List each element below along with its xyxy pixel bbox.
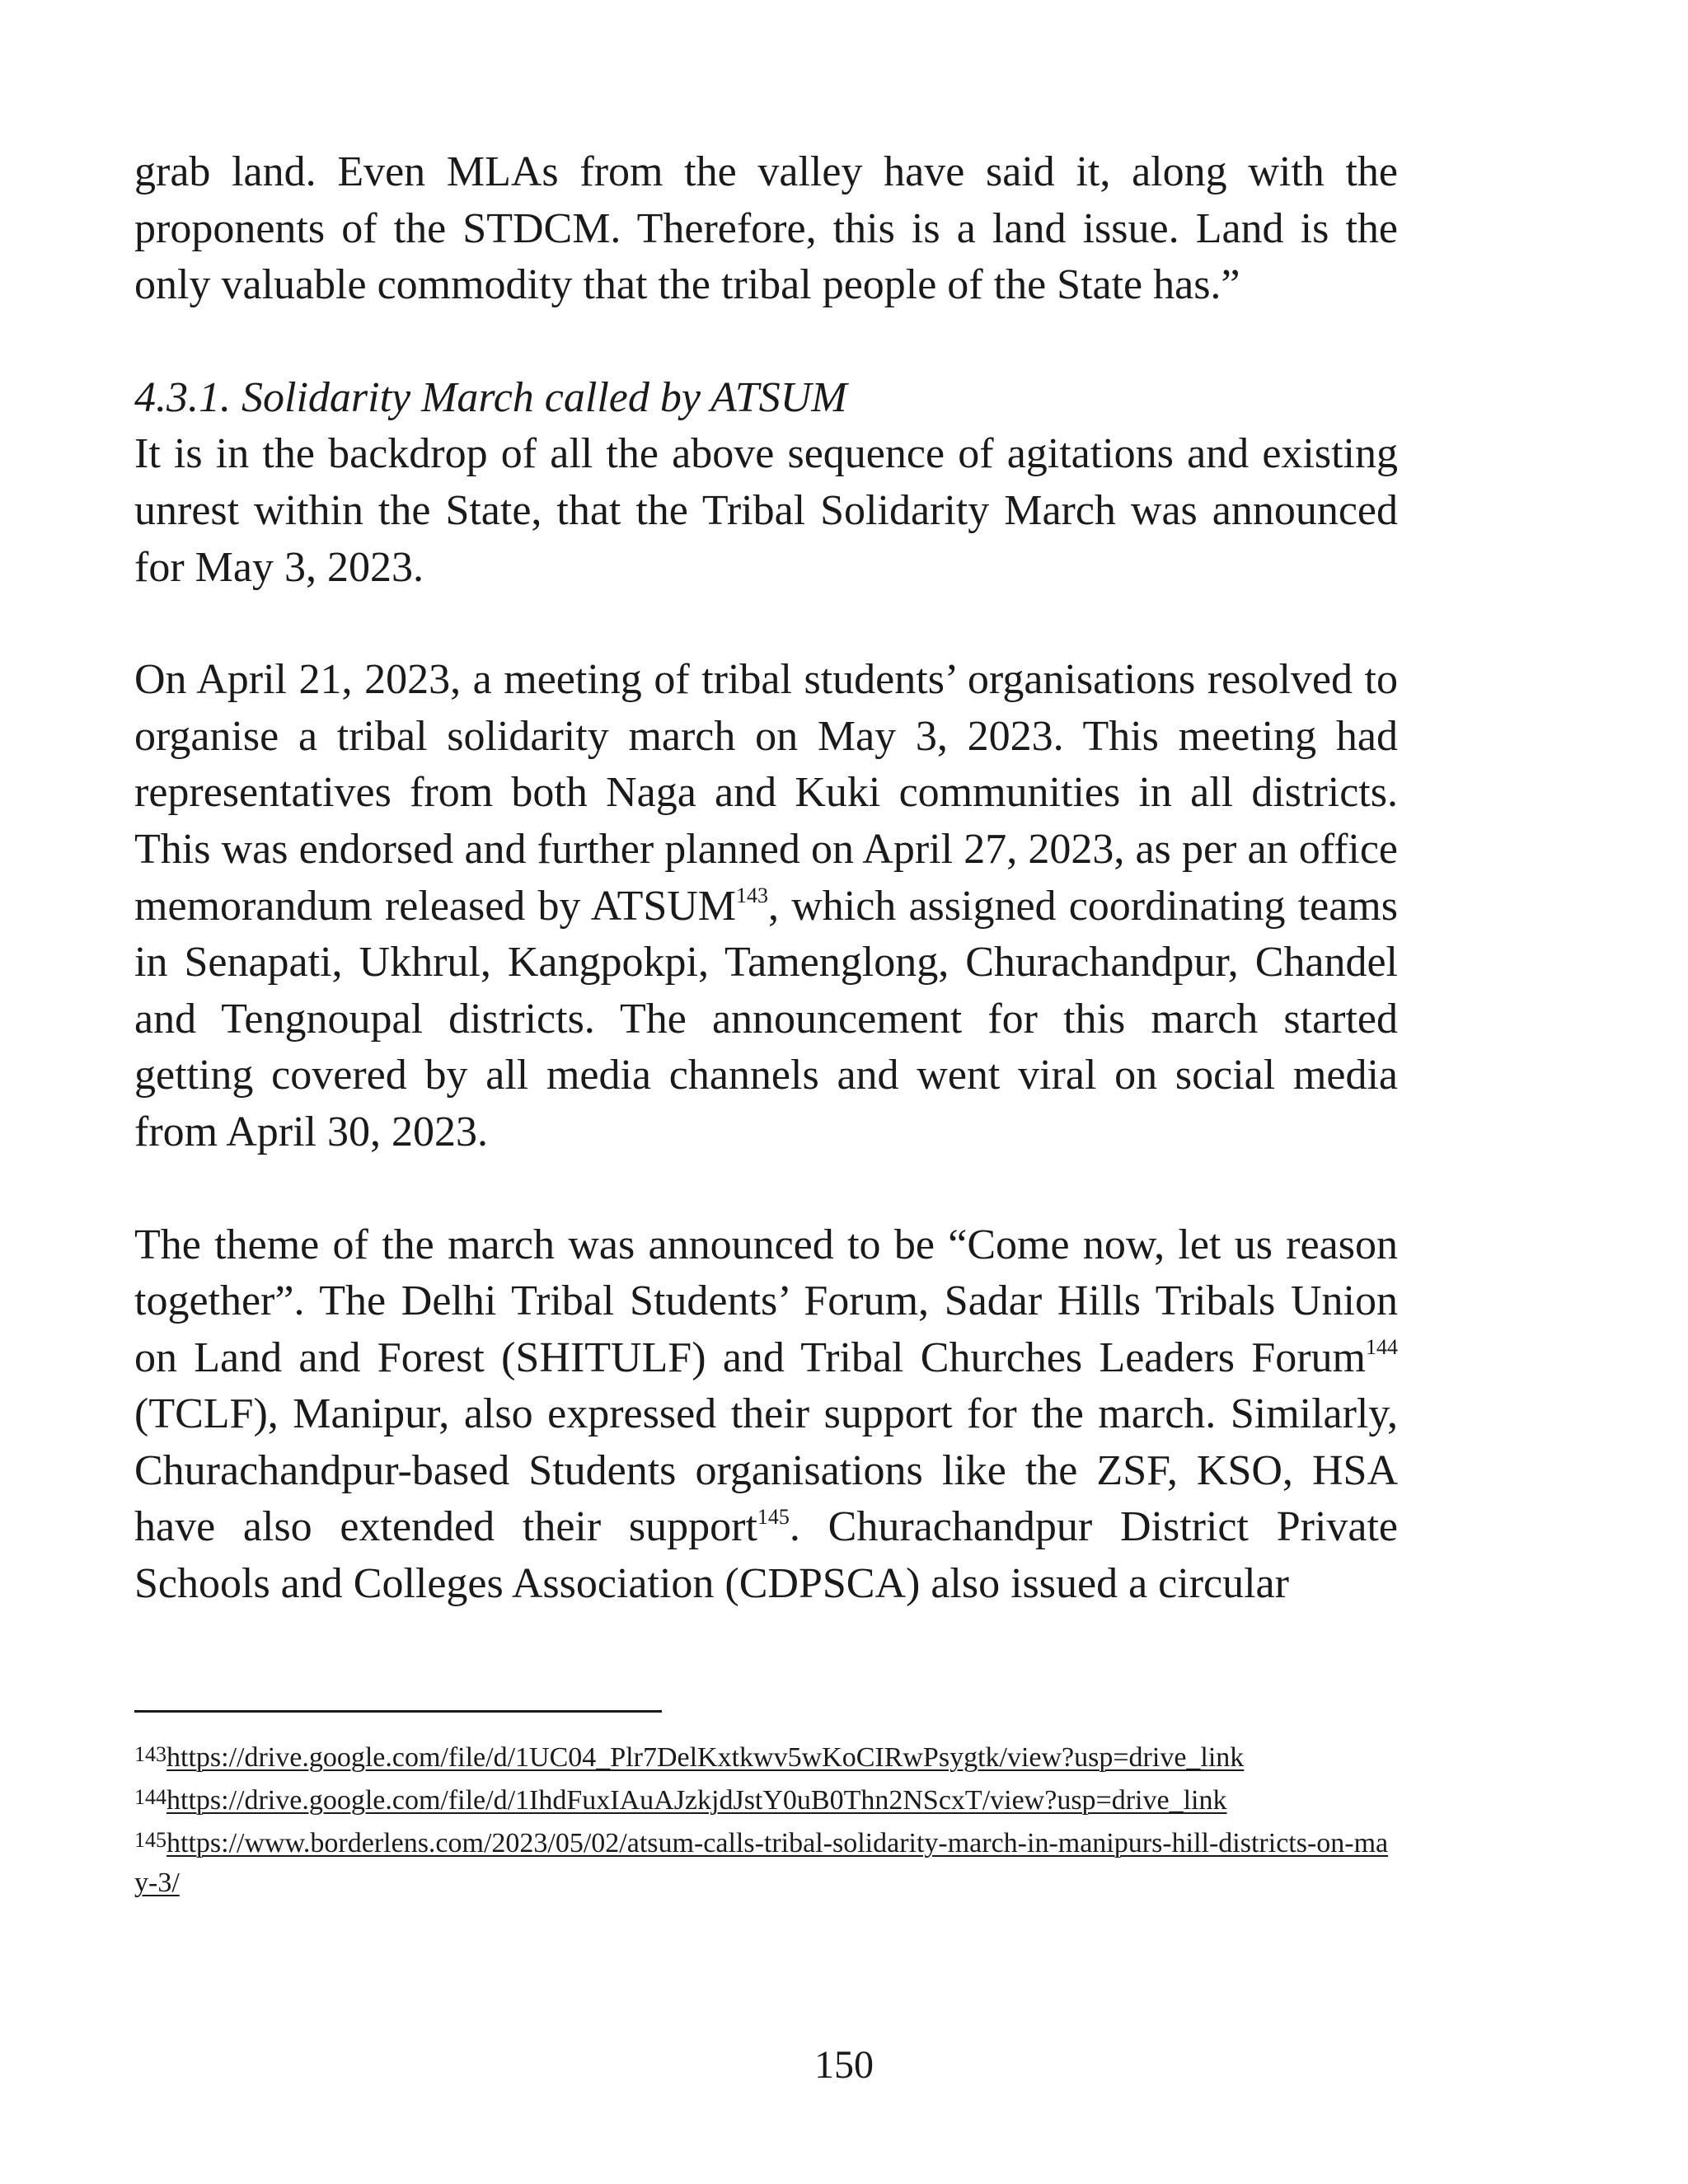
footnote-number: 145 (134, 1828, 166, 1852)
paragraph-meeting-text-1: On April 21, 2023, a meeting of tribal students’ organisations resolved to organise a tribal solidarity march on May 3, 2023. This meeting had representatives from both Naga and Kuki communities in all districts. This was endorsed and further planned on April 27, 2023, as per an office memorandum released by ATSUM (134, 656, 1398, 930)
footnote-link[interactable]: https://www.borderlens.com/2023/05/02/atsum-calls-tribal-solidarity-march-in-manipurs-hill-districts-on-may-3/ (134, 1828, 1389, 1898)
paragraph-land-issue: grab land. Even MLAs from the valley have said it, along with the proponents of the STDCM. Therefore, this is a land issue. Land is the only valuable commodity that the tribal people of the State has.” (134, 148, 1398, 309)
section-heading: 4.3.1. Solidarity March called by ATSUM (134, 373, 847, 421)
document-body (134, 144, 1398, 1613)
footnote-144 (134, 1782, 1398, 1821)
spacer (134, 314, 1398, 370)
footnote-link[interactable]: https://drive.google.com/file/d/1IhdFuxIAuAJzkjdJstY0uB0Thn2NScxT/view?usp=drive_link (166, 1785, 1227, 1816)
paragraph-theme-text-2: (TCLF), Manipur, also expressed their support for the march. Similarly, Churachandpur-based Students organisations like the ZSF, KSO, HSA have also extended their support (134, 1390, 1398, 1551)
paragraph-meeting (134, 652, 1398, 1160)
paragraph-theme-text-3: . Churachandpur District Private Schools and Colleges Association (CDPSCA) also issued a circular (134, 1503, 1399, 1608)
footnote-ref-143[interactable]: 143 (736, 883, 769, 908)
footnote-number: 143 (134, 1742, 166, 1766)
footnote-link[interactable]: https://drive.google.com/file/d/1UC04_Plr7DelKxtkwv5wKoCIRwPsygtk/view?usp=drive_link (166, 1742, 1245, 1773)
footnotes (134, 1739, 1398, 1905)
paragraph-meeting-text-2: , which assigned coordinating teams in Senapati, Ukhrul, Kangpokpi, Tamenglong, Churachandpur, Chandel and Tengnoupal districts. The announcement for this march started getting covered by all media channels and went viral on social media from April 30, 2023. (134, 882, 1398, 1155)
page-number: 150 (814, 2043, 874, 2087)
spacer (134, 596, 1398, 652)
paragraph-theme-text-1: The theme of the march was announced to be “Come now, let us reason together”. The Delhi Tribal Students’ Forum, Sadar Hills Tribals Union on Land and Forest (SHITULF) and Tribal Churches Leaders Forum (134, 1221, 1398, 1381)
footnote-145 (134, 1825, 1398, 1902)
footnote-ref-145[interactable]: 145 (757, 1505, 790, 1530)
footnote-143 (134, 1739, 1398, 1779)
footnote-separator (134, 1710, 662, 1713)
paragraph-theme (134, 1217, 1398, 1613)
footnote-number: 144 (134, 1785, 166, 1809)
footnote-ref-144[interactable]: 144 (1366, 1335, 1398, 1360)
spacer (134, 1161, 1398, 1217)
paragraph-backdrop: It is in the backdrop of all the above sequence of agitations and existing unrest within the State, that the Tribal Solidarity March was announced for May 3, 2023. (134, 430, 1398, 591)
